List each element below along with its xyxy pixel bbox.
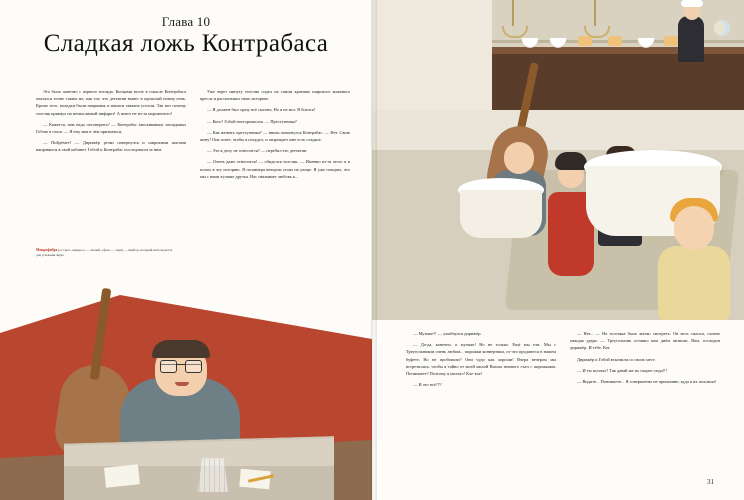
right-column-two [570, 330, 720, 389]
paragraph: — Как назвать преступника? — вновь занахнулся Контрабас. — Нет. Свою жену! Она хочет, чтобы я похудел, и запрещает мне есть сладкое. [200, 129, 350, 143]
chef-hat-icon [681, 0, 703, 7]
glasses-left-lens [160, 360, 177, 373]
glasses-icon [160, 364, 202, 374]
character-mouth [175, 382, 189, 386]
paragraph: — Видите... Понимаете... Я совершенно не припомню, куда я их положил! [577, 379, 717, 385]
character-hair [152, 340, 210, 358]
paragraph: Это было заметно с первого взгляда. Концами возле в смысле Контрабаса оказался точно таким же, как тот, что детектив вынес в прошлый номер семь. Кроме того, колодки были напрямик и написи связана уселом. Так вот почему толстяк крякнул на немыслимый инфаркт! А вовсе не из-за мороженого! [36, 89, 186, 116]
paper-sheet [104, 464, 140, 487]
paragraph: Дирижёр и Гобой вскочили со своих мест. [577, 356, 656, 362]
moon-icon [714, 20, 730, 36]
contrabass-character-head [504, 142, 534, 174]
left-column-two [200, 88, 350, 184]
glasses-right-lens [185, 360, 202, 373]
paragraph: — Музыке?! — улыбнулся дирижёр. [413, 331, 482, 336]
paragraph: — Кажется, нам надо поговорить? — Контрабас заискивающе заглядывал Гобою в глаза. — Я ему вам в чём признаться. [36, 121, 186, 135]
cake-icon [578, 36, 592, 46]
illustration-restaurant-scene [372, 0, 744, 320]
left-column-one [36, 88, 186, 158]
chandelier-cord [594, 0, 596, 26]
paragraph: — И это всё??? [413, 382, 442, 388]
paragraph: — Я должен был сразу всё сказать. Но я не мог. Я боялся! [207, 107, 316, 113]
illustration-office-scene [0, 270, 372, 500]
chapter-number: Глава 10 [161, 14, 211, 29]
basket-weave [199, 459, 229, 493]
cake-icon [608, 36, 622, 46]
paragraph: — И ты молчал? Так давай же их скорее сюда!!! [577, 367, 668, 373]
paragraph: — Пойдёмте! — Дирижёр резко повернулся и широкими шагами направился в свой кабинет. Гобой и Контрабас последовали за ним. [36, 140, 186, 153]
lady-red-hair [555, 152, 587, 170]
footnote-caption [36, 248, 176, 258]
chapter-title: Сладкая ложь Контрабаса [43, 30, 329, 57]
paragraph: — Да-да, конечно, к музыке! Но не только. Ещё мы ели. Мы с Треугольником очень любим... пирожки конвертики, от что продаются в нашем буфете. Но не пробовали? Они чудо как хороши! Вчера вечером мы встретились, чтобы я тайно от моей милой Виолы немного съел с пирожками. Понимаете? Поэтому я молчал! Кхе-кхе! [406, 342, 556, 377]
paragraph: — Очень даже относится! — обиделся толстяк. — Именно из-за этого я и попал в эту историю. Я позавчера вечером стоял на улице. Я уже говорил, что мы с вами лучшие друзья. Нас связывает любовь к... [200, 159, 350, 179]
paragraph: Уже через минуту толстяк сидел на самом краешке широкого кожаного кресла и рассказывал свою историю: [200, 89, 350, 102]
paragraph: — Нет... — На толстяка было жалко смотреть. Он весь сжался, словно ожидая удара. — Треугольник оставил вам днём записки. Вам, господин дирижёр. И тебе, Кот. [570, 331, 720, 351]
paragraph: — Кого? Гобой насторожился. — Преступника? [207, 118, 297, 124]
paragraph: — Это к делу не относится? — перебил его детектив. [207, 148, 308, 154]
lady-yellow-head [674, 206, 714, 250]
page-number: 31 [707, 478, 714, 486]
lady-yellow-dress [658, 246, 730, 320]
chandelier-cord [512, 0, 514, 26]
cake-icon [664, 36, 678, 46]
right-page [372, 0, 744, 500]
right-column-one [406, 330, 556, 392]
footnote-text: (от греч. «микрос» — малый, «фон» — звук) — прибор, который используется для усиления звука [36, 248, 173, 257]
footnote-term: Микрофибра [36, 248, 58, 252]
side-tablecloth [460, 190, 542, 238]
bar-counter-top [492, 47, 744, 54]
barman-body [678, 16, 704, 62]
